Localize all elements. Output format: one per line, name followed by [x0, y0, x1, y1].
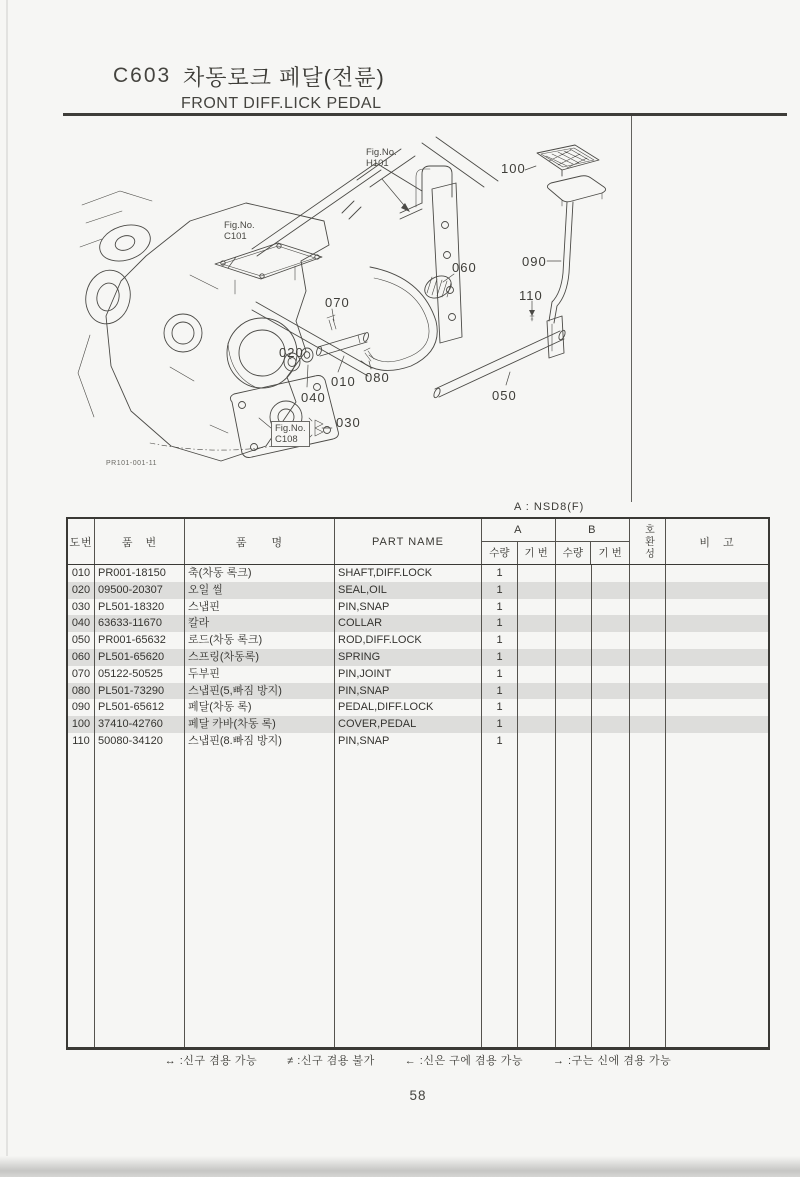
cell-serial-a [518, 666, 556, 683]
title-rule [63, 113, 787, 116]
cell-serial-a [518, 649, 556, 666]
callout-020: 020 [279, 345, 304, 360]
cell-ref-no: 100 [68, 716, 95, 733]
cell-part-name: PIN,JOINT [335, 666, 482, 683]
cell-part-no: PL501-65620 [95, 649, 185, 666]
cell-remark [666, 733, 768, 750]
header-serial-b: 기 번 [598, 547, 622, 560]
cell-remark [666, 582, 768, 599]
table-row [68, 733, 768, 750]
cell-compat [630, 666, 666, 683]
page-number: 58 [409, 1088, 427, 1103]
figref-code: C101 [224, 231, 247, 242]
table-row [68, 565, 768, 582]
figref-label: Fig.No. [366, 147, 397, 158]
cell-ref-no: 080 [68, 683, 95, 700]
cell-qty-a: 1 [482, 733, 518, 750]
empty-col [518, 750, 556, 1047]
table-row [68, 649, 768, 666]
cell-serial-b [592, 733, 630, 750]
legend-item: ← :신은 구에 겸용 가능 [404, 1055, 523, 1067]
header-part-name: PART NAME [335, 519, 482, 564]
cell-ref-no: 070 [68, 666, 95, 683]
empty-col [185, 750, 335, 1047]
cell-qty-a: 1 [482, 599, 518, 616]
empty-col [556, 750, 592, 1047]
cell-remark [666, 699, 768, 716]
header-qty-b: 수량 [556, 542, 592, 564]
cell-part-no: 50080-34120 [95, 733, 185, 750]
header-model-groups [482, 519, 630, 564]
cell-part-no: PL501-18320 [95, 599, 185, 616]
table-row [68, 632, 768, 649]
cell-remark [666, 716, 768, 733]
cell-part-no: 05122-50525 [95, 666, 185, 683]
cell-serial-b [592, 683, 630, 700]
header-compatibility: 호환성 [642, 523, 654, 560]
cell-ref-no: 040 [68, 615, 95, 632]
cell-ref-no: 030 [68, 599, 95, 616]
cell-part-no: PL501-73290 [95, 683, 185, 700]
cell-name-ko: 스냅핀(8.빠짐 방지) [185, 733, 335, 750]
table-row [68, 599, 768, 616]
cell-name-ko: 페달(차동 록) [185, 699, 335, 716]
cell-qty-b [556, 649, 592, 666]
empty-col [482, 750, 518, 1047]
cell-remark [666, 615, 768, 632]
cell-name-ko: 스냅핀(5,빠짐 방지) [185, 683, 335, 700]
cell-qty-b [556, 565, 592, 582]
cell-ref-no: 020 [68, 582, 95, 599]
cell-remark [666, 683, 768, 700]
header-name-ko: 품 명 [185, 519, 335, 564]
diagram-right-border [631, 116, 632, 502]
cell-qty-b [556, 683, 592, 700]
cell-qty-b [556, 582, 592, 599]
cell-qty-b [556, 699, 592, 716]
parts-table [66, 517, 770, 1050]
cell-part-name: SPRING [335, 649, 482, 666]
cell-name-ko: 두부핀 [185, 666, 335, 683]
frame-and-bracket [252, 137, 498, 376]
callout-050: 050 [492, 388, 517, 403]
cell-compat [630, 599, 666, 616]
section-code: C603 [113, 64, 172, 87]
table-header [68, 519, 768, 565]
cell-serial-b [592, 565, 630, 582]
table-empty-area [68, 750, 768, 1047]
page-title-english: FRONT DIFF.LICK PEDAL [181, 95, 382, 112]
cell-name-ko: 페달 카바(차동 록) [185, 716, 335, 733]
cell-name-ko: 스냅핀 [185, 599, 335, 616]
cell-part-name: SHAFT,DIFF.LOCK [335, 565, 482, 582]
cell-part-name: PEDAL,DIFF.LOCK [335, 699, 482, 716]
parts-diagram [70, 125, 630, 510]
empty-col [335, 750, 482, 1047]
cell-serial-a [518, 733, 556, 750]
figref-code: H101 [366, 158, 389, 169]
cell-serial-a [518, 716, 556, 733]
cell-part-no: 37410-42760 [95, 716, 185, 733]
cell-part-name: SEAL,OIL [335, 582, 482, 599]
table-row [68, 683, 768, 700]
table-body [68, 565, 768, 750]
cell-qty-a: 1 [482, 565, 518, 582]
cell-qty-a: 1 [482, 615, 518, 632]
legend-item: → :구는 신에 겸용 가능 [553, 1055, 672, 1067]
callout-040: 040 [301, 390, 326, 405]
cell-serial-a [518, 699, 556, 716]
callout-100: 100 [501, 161, 526, 176]
cell-serial-a [518, 683, 556, 700]
cell-serial-b [592, 632, 630, 649]
table-row [68, 699, 768, 716]
callout-110: 110 [519, 288, 543, 303]
cell-serial-b [592, 716, 630, 733]
cell-serial-b [592, 699, 630, 716]
header-qty-a: 수량 [482, 542, 518, 564]
legend-item: ≠ :신구 겸용 불가 [287, 1055, 375, 1067]
cell-part-no: 09500-20307 [95, 582, 185, 599]
header-part-no: 품 번 [95, 519, 185, 564]
cell-qty-a: 1 [482, 632, 518, 649]
figref-h101 [366, 147, 397, 169]
figref-c108 [271, 421, 310, 447]
header-group-a: A [482, 519, 556, 541]
cell-qty-b [556, 666, 592, 683]
cell-part-name: COVER,PEDAL [335, 716, 482, 733]
cell-name-ko: 축(차동 록크) [185, 565, 335, 582]
table-row [68, 666, 768, 683]
cell-compat [630, 733, 666, 750]
cell-part-name: PIN,SNAP [335, 683, 482, 700]
page-title-korean: 차동로크 페달(전륜) [183, 65, 385, 90]
cell-qty-a: 1 [482, 716, 518, 733]
cell-part-name: COLLAR [335, 615, 482, 632]
table-row [68, 615, 768, 632]
cell-compat [630, 615, 666, 632]
empty-col [666, 750, 768, 1047]
pedal-assembly [421, 145, 606, 399]
callout-060: 060 [452, 260, 477, 275]
header-group-b: B [588, 523, 597, 536]
cell-part-name: ROD,DIFF.LOCK [335, 632, 482, 649]
cell-compat [630, 699, 666, 716]
cell-serial-a [518, 565, 556, 582]
cell-ref-no: 060 [68, 649, 95, 666]
cell-name-ko: 오일 씰 [185, 582, 335, 599]
cell-name-ko: 스프링(차동록) [185, 649, 335, 666]
header-remark: 비 고 [699, 536, 735, 549]
cell-qty-b [556, 716, 592, 733]
cell-qty-b [556, 733, 592, 750]
cell-compat [630, 565, 666, 582]
scan-edge-bottom [0, 1156, 800, 1177]
cell-remark [666, 632, 768, 649]
table-row [68, 716, 768, 733]
cell-qty-b [556, 632, 592, 649]
callout-030: 030 [336, 415, 361, 430]
cell-qty-a: 1 [482, 582, 518, 599]
cell-part-name: PIN,SNAP [335, 599, 482, 616]
cell-compat [630, 683, 666, 700]
cell-serial-b [592, 649, 630, 666]
figref-c101 [224, 220, 255, 242]
figref-label: Fig.No. [275, 423, 306, 434]
cell-serial-b [592, 599, 630, 616]
cell-remark [666, 565, 768, 582]
figref-code: C108 [275, 434, 298, 445]
callout-090: 090 [522, 254, 547, 269]
header-serial-a: 기 번 [518, 542, 556, 564]
cell-ref-no: 110 [68, 733, 95, 750]
empty-col [630, 750, 666, 1047]
drawing-reference: PR101-001-11 [106, 460, 158, 467]
cell-ref-no: 090 [68, 699, 95, 716]
scan-edge-left [6, 0, 8, 1177]
cell-name-ko: 로드(차동 록크) [185, 632, 335, 649]
cell-qty-a: 1 [482, 666, 518, 683]
cell-name-ko: 칼라 [185, 615, 335, 632]
cell-part-no: 63633-11670 [95, 615, 185, 632]
table-row [68, 582, 768, 599]
cell-remark [666, 599, 768, 616]
empty-col [68, 750, 95, 1047]
figref-label: Fig.No. [224, 220, 255, 231]
cell-serial-b [592, 615, 630, 632]
cell-serial-a [518, 582, 556, 599]
legend-item: ↔ :신구 겸용 가능 [164, 1055, 258, 1067]
cell-serial-a [518, 632, 556, 649]
cell-qty-b [556, 615, 592, 632]
cell-compat [630, 632, 666, 649]
callout-080: 080 [365, 370, 390, 385]
cell-remark [666, 649, 768, 666]
callout-010: 010 [331, 374, 356, 389]
cell-qty-a: 1 [482, 683, 518, 700]
cell-part-no: PL501-65612 [95, 699, 185, 716]
cell-remark [666, 666, 768, 683]
cell-qty-b [556, 599, 592, 616]
cell-part-no: PR001-65632 [95, 632, 185, 649]
cell-compat [630, 649, 666, 666]
cell-ref-no: 050 [68, 632, 95, 649]
empty-col [592, 750, 630, 1047]
cell-serial-a [518, 615, 556, 632]
cell-serial-b [592, 666, 630, 683]
header-ref-no: 도번 [68, 519, 95, 564]
cell-serial-a [518, 599, 556, 616]
cell-compat [630, 582, 666, 599]
empty-col [95, 750, 185, 1047]
model-note: A : NSD8(F) [514, 501, 585, 513]
cell-part-no: PR001-18150 [95, 565, 185, 582]
cell-compat [630, 716, 666, 733]
cell-part-name: PIN,SNAP [335, 733, 482, 750]
cell-ref-no: 010 [68, 565, 95, 582]
cell-qty-a: 1 [482, 649, 518, 666]
cell-qty-a: 1 [482, 699, 518, 716]
compatibility-legend [66, 1052, 770, 1068]
cell-serial-b [592, 582, 630, 599]
callout-070: 070 [325, 295, 350, 310]
